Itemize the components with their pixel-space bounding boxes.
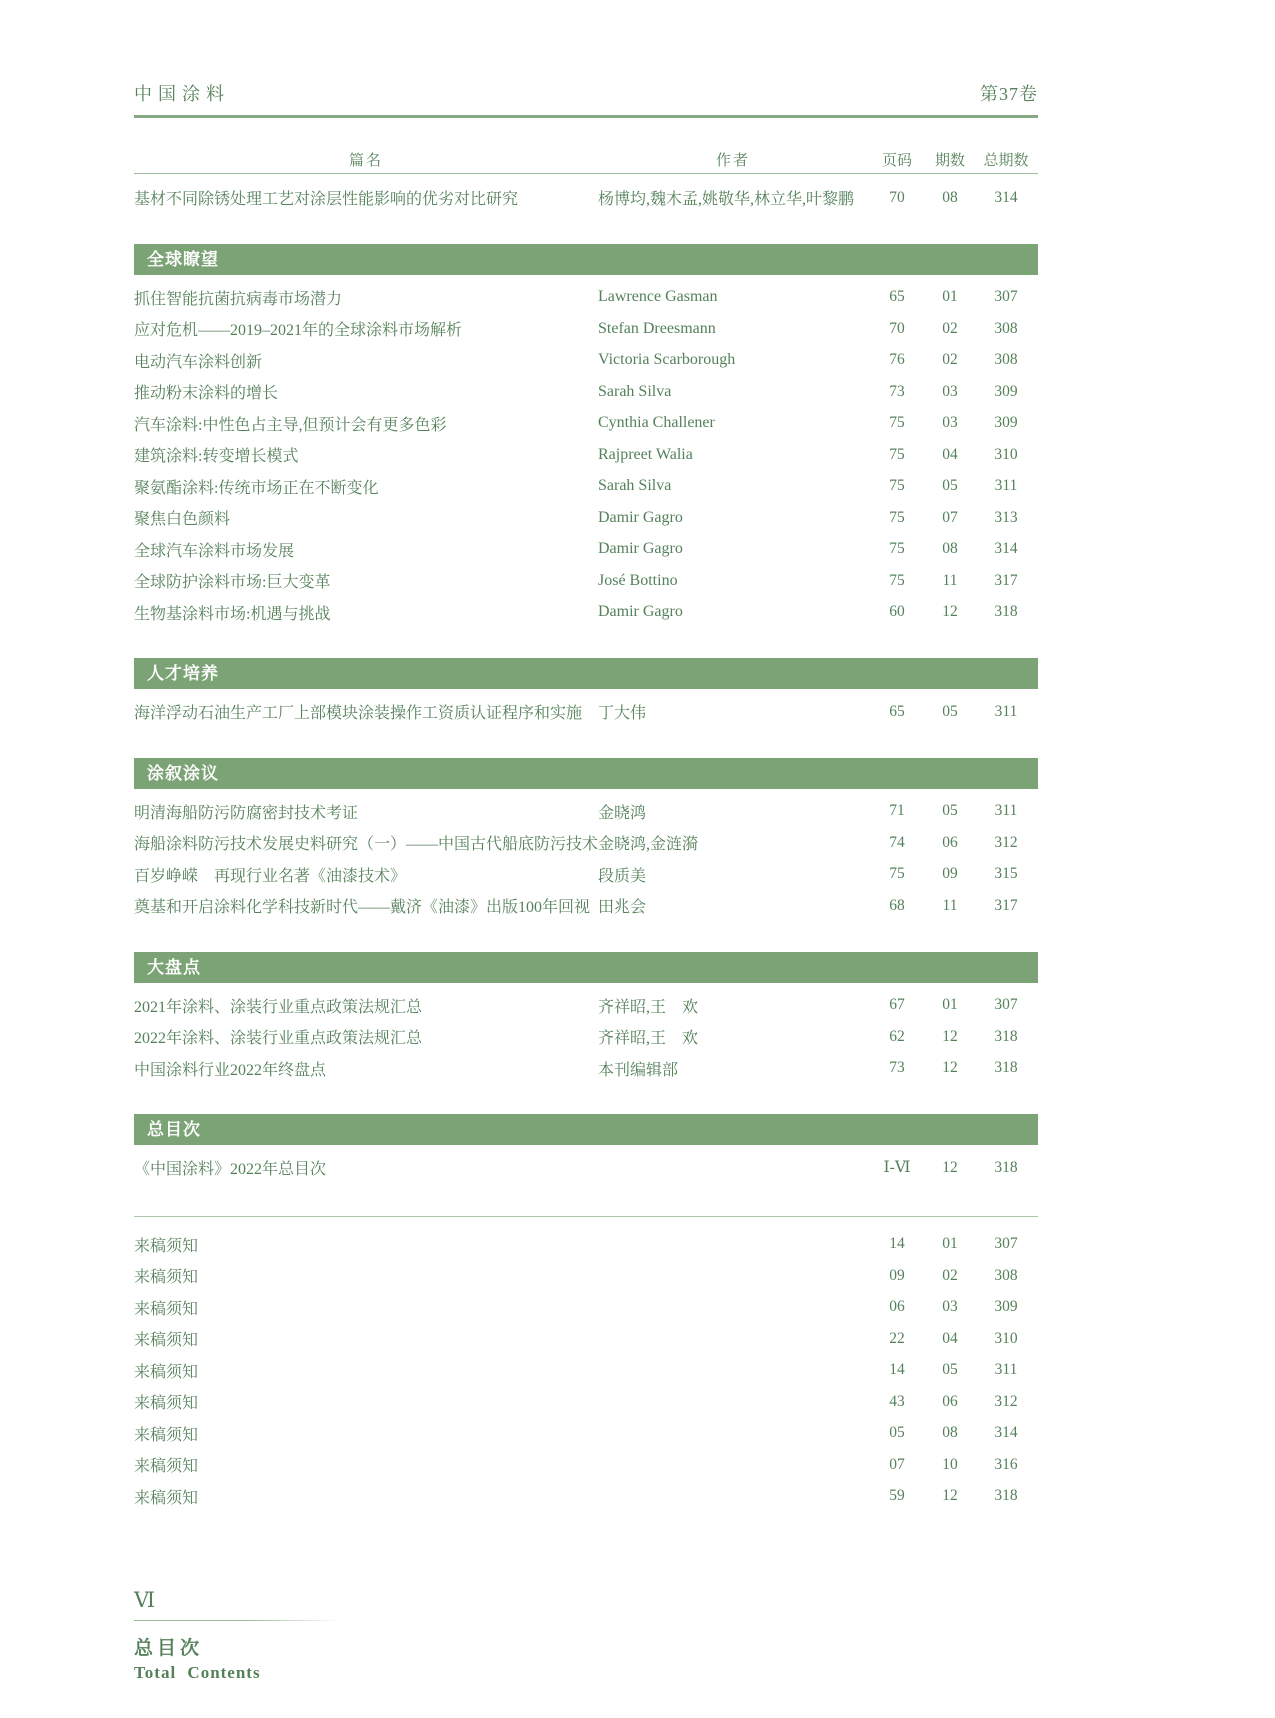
entry-author: Sarah Silva xyxy=(598,382,672,400)
toc-section-global-outlook xyxy=(134,244,1038,629)
column-header-total: 总期数 xyxy=(983,152,1029,169)
table-row xyxy=(134,282,1038,314)
table-row xyxy=(134,376,1038,408)
entry-total: 307 xyxy=(994,996,1018,1014)
entry-issue: 04 xyxy=(942,1329,958,1347)
table-row xyxy=(134,565,1038,597)
toc-content xyxy=(134,145,1038,1512)
journal-name: 中国涂料 xyxy=(134,84,230,104)
table-row xyxy=(134,859,1038,891)
entry-title: 来稿须知 xyxy=(134,1300,199,1318)
entry-title: 基材不同除锈处理工艺对涂层性能影响的优劣对比研究 xyxy=(134,191,519,209)
entry-title: 电动汽车涂料创新 xyxy=(134,353,263,371)
entry-page: 05 xyxy=(889,1424,905,1442)
entry-title: 来稿须知 xyxy=(134,1363,199,1381)
entry-title: 全球防护涂料市场:巨大变革 xyxy=(134,574,331,592)
entry-total: 311 xyxy=(994,702,1018,720)
entry-title: 来稿须知 xyxy=(134,1237,199,1255)
entry-total: 311 xyxy=(994,477,1018,495)
table-row xyxy=(134,1292,1038,1324)
entry-page: 75 xyxy=(889,571,905,589)
entry-issue: 04 xyxy=(942,445,958,463)
entry-total: 314 xyxy=(994,540,1018,558)
entry-title: 汽车涂料:中性色占主导,但预计会有更多色彩 xyxy=(134,416,447,434)
entry-issue: 03 xyxy=(942,414,958,432)
toc-section-front-item xyxy=(134,182,1038,214)
entry-total: 309 xyxy=(994,414,1018,432)
entry-title: 来稿须知 xyxy=(134,1458,199,1476)
entry-title: 奠基和开启涂料化学科技新时代——戴济《油漆》出版100年回视 xyxy=(134,899,591,917)
entry-issue: 08 xyxy=(942,1424,958,1442)
entry-page: 07 xyxy=(889,1455,905,1473)
entry-total: 308 xyxy=(994,1266,1018,1284)
entry-total: 308 xyxy=(994,351,1018,369)
toc-section-coating-talks xyxy=(134,758,1038,922)
entry-title: 聚焦白色颜料 xyxy=(134,511,231,529)
column-header-author: 作者 xyxy=(715,152,750,169)
entry-total: 309 xyxy=(994,1298,1018,1316)
table-row xyxy=(134,1481,1038,1513)
entry-total: 312 xyxy=(994,1392,1018,1410)
entry-title: 来稿须知 xyxy=(134,1395,199,1413)
table-row xyxy=(134,471,1038,503)
table-row xyxy=(134,408,1038,440)
entry-total: 307 xyxy=(994,288,1018,306)
entry-title: 海船涂料防污技术发展史料研究（一）——中国古代船底防污技术 xyxy=(134,836,599,854)
section-header-coating-talks: 涂叙涂议 xyxy=(134,758,1038,789)
entry-issue: 12 xyxy=(942,1059,958,1077)
toc-section-submission-notes xyxy=(134,1216,1038,1513)
page-number-roman: Ⅵ xyxy=(134,1588,157,1612)
table-row xyxy=(134,1260,1038,1292)
entry-author: 金晓鸿 xyxy=(598,804,647,822)
entry-total: 316 xyxy=(994,1455,1018,1473)
entry-page: 70 xyxy=(889,188,905,206)
column-header-row xyxy=(134,145,1038,174)
section-header-talent-training: 人才培养 xyxy=(134,658,1038,689)
entry-issue: 08 xyxy=(942,188,958,206)
entry-author: 段质美 xyxy=(598,867,647,885)
entry-page: 75 xyxy=(889,865,905,883)
entry-page: 71 xyxy=(889,802,905,820)
entry-issue: 11 xyxy=(942,896,958,914)
entry-author: 田兆会 xyxy=(598,899,647,917)
table-row xyxy=(134,1021,1038,1053)
entry-total: 318 xyxy=(994,1027,1018,1045)
entry-page: 74 xyxy=(889,833,905,851)
table-row xyxy=(134,597,1038,629)
entry-total: 311 xyxy=(994,1361,1018,1379)
entry-author: 杨博均,魏木孟,姚敬华,林立华,叶黎鹏 xyxy=(598,191,855,209)
entry-issue: 05 xyxy=(942,802,958,820)
entry-total: 315 xyxy=(994,865,1018,883)
entry-title: 2021年涂料、涂装行业重点政策法规汇总 xyxy=(134,998,423,1016)
entry-author: Lawrence Gasman xyxy=(598,288,718,306)
entry-total: 308 xyxy=(994,319,1018,337)
entry-issue: 02 xyxy=(942,351,958,369)
entry-issue: 12 xyxy=(942,1158,958,1176)
entry-author: Damir Gagro xyxy=(598,508,683,526)
entry-author: 丁大伟 xyxy=(598,705,647,723)
table-row xyxy=(134,1053,1038,1085)
entry-title: 聚氨酯涂料:传统市场正在不断变化 xyxy=(134,479,379,497)
entry-issue: 05 xyxy=(942,477,958,495)
entry-page: 62 xyxy=(889,1027,905,1045)
entry-total: 318 xyxy=(994,1158,1018,1176)
entry-page: 75 xyxy=(889,477,905,495)
entry-title: 来稿须知 xyxy=(134,1332,199,1350)
entry-author: Damir Gagro xyxy=(598,540,683,558)
entry-page: 06 xyxy=(889,1298,905,1316)
entry-issue: 12 xyxy=(942,1027,958,1045)
entry-author: Victoria Scarborough xyxy=(598,351,736,369)
section-header-global-outlook: 全球瞭望 xyxy=(134,244,1038,275)
entry-title: 来稿须知 xyxy=(134,1489,199,1507)
entry-author: Damir Gagro xyxy=(598,603,683,621)
footer-section-title-cn: 总目次 xyxy=(134,1638,204,1659)
entry-page: 75 xyxy=(889,445,905,463)
table-row xyxy=(134,827,1038,859)
entry-total: 318 xyxy=(994,603,1018,621)
toc-section-talent-training xyxy=(134,658,1038,728)
entry-author: Stefan Dreesmann xyxy=(598,319,716,337)
entry-total: 307 xyxy=(994,1235,1018,1253)
entry-total: 310 xyxy=(994,445,1018,463)
entry-title: 《中国涂料》2022年总目次 xyxy=(134,1161,327,1179)
entry-issue: 06 xyxy=(942,833,958,851)
entry-page: 70 xyxy=(889,319,905,337)
entry-total: 313 xyxy=(994,508,1018,526)
entry-title: 百岁峥嵘 再现行业名著《油漆技术》 xyxy=(134,867,407,885)
entry-page: 73 xyxy=(889,382,905,400)
column-header-page: 页码 xyxy=(881,152,912,169)
entry-total: 318 xyxy=(994,1487,1018,1505)
entry-total: 317 xyxy=(994,571,1018,589)
entry-total: 314 xyxy=(994,1424,1018,1442)
entry-page: 68 xyxy=(889,896,905,914)
section-header-annual-review: 大盘点 xyxy=(134,952,1038,983)
entry-issue: 11 xyxy=(942,571,958,589)
entry-title: 来稿须知 xyxy=(134,1426,199,1444)
entry-issue: 10 xyxy=(942,1455,958,1473)
entry-issue: 12 xyxy=(942,1487,958,1505)
entry-issue: 07 xyxy=(942,508,958,526)
entry-page: 14 xyxy=(889,1235,905,1253)
entry-issue: 03 xyxy=(942,1298,958,1316)
entry-page: 65 xyxy=(889,288,905,306)
entry-page: 73 xyxy=(889,1059,905,1077)
entry-issue: 03 xyxy=(942,382,958,400)
table-row xyxy=(134,696,1038,728)
table-row xyxy=(134,1152,1038,1184)
table-row xyxy=(134,1229,1038,1261)
page-footer xyxy=(134,1588,534,1683)
entry-author: Sarah Silva xyxy=(598,477,672,495)
table-row xyxy=(134,1418,1038,1450)
entry-title: 海洋浮动石油生产工厂上部模块涂装操作工资质认证程序和实施 xyxy=(134,705,583,723)
toc-sections xyxy=(134,182,1038,1512)
table-row xyxy=(134,990,1038,1022)
entry-total: 309 xyxy=(994,382,1018,400)
column-header-title: 篇名 xyxy=(348,152,383,169)
table-row xyxy=(134,890,1038,922)
column-header-issue: 期数 xyxy=(934,152,965,169)
entry-author: Rajpreet Walia xyxy=(598,445,693,463)
entry-issue: 01 xyxy=(942,288,958,306)
entry-page: 14 xyxy=(889,1361,905,1379)
entry-issue: 12 xyxy=(942,603,958,621)
entry-title: 来稿须知 xyxy=(134,1269,199,1287)
section-divider xyxy=(134,1216,1038,1217)
table-row xyxy=(134,313,1038,345)
entry-page: 43 xyxy=(889,1392,905,1410)
entry-total: 310 xyxy=(994,1329,1018,1347)
entry-author: José Bottino xyxy=(598,571,678,589)
entry-title: 抓住智能抗菌抗病毒市场潜力 xyxy=(134,290,343,308)
entry-issue: 01 xyxy=(942,996,958,1014)
table-row xyxy=(134,534,1038,566)
entry-author: Cynthia Challener xyxy=(598,414,715,432)
footer-section-title-en: Total Contents xyxy=(134,1663,261,1682)
entry-author: 本刊编辑部 xyxy=(598,1061,679,1079)
table-row xyxy=(134,502,1038,534)
entry-issue: 05 xyxy=(942,702,958,720)
entry-total: 311 xyxy=(994,802,1018,820)
entry-title: 中国涂料行业2022年终盘点 xyxy=(134,1061,327,1079)
table-row xyxy=(134,182,1038,214)
section-header-total-contents: 总目次 xyxy=(134,1114,1038,1145)
table-row xyxy=(134,439,1038,471)
entry-page: Ⅰ-Ⅵ xyxy=(883,1159,911,1177)
entry-issue: 02 xyxy=(942,319,958,337)
entry-page: 75 xyxy=(889,540,905,558)
entry-title: 明清海船防污防腐密封技术考证 xyxy=(134,804,359,822)
entry-page: 75 xyxy=(889,508,905,526)
entry-issue: 08 xyxy=(942,540,958,558)
toc-section-total-contents xyxy=(134,1114,1038,1184)
entry-page: 09 xyxy=(889,1266,905,1284)
entry-total: 317 xyxy=(994,896,1018,914)
page-header xyxy=(134,80,1038,118)
footer-rule xyxy=(134,1620,340,1621)
table-row xyxy=(134,1386,1038,1418)
entry-page: 75 xyxy=(889,414,905,432)
entry-title: 应对危机——2019–2021年的全球涂料市场解析 xyxy=(134,322,463,340)
entry-title: 2022年涂料、涂装行业重点政策法规汇总 xyxy=(134,1030,423,1048)
entry-title: 生物基涂料市场:机遇与挑战 xyxy=(134,605,331,623)
entry-issue: 01 xyxy=(942,1235,958,1253)
table-row xyxy=(134,345,1038,377)
entry-title: 建筑涂料:转变增长模式 xyxy=(134,448,299,466)
entry-issue: 06 xyxy=(942,1392,958,1410)
table-row xyxy=(134,1355,1038,1387)
table-row xyxy=(134,1449,1038,1481)
entry-page: 59 xyxy=(889,1487,905,1505)
entry-page: 60 xyxy=(889,603,905,621)
entry-issue: 05 xyxy=(942,1361,958,1379)
entry-page: 76 xyxy=(889,351,905,369)
entry-author: 金晓鸿,金涟漪 xyxy=(598,836,699,854)
entry-author: 齐祥昭,王 欢 xyxy=(598,998,699,1016)
entry-page: 22 xyxy=(889,1329,905,1347)
volume-label: 第37卷 xyxy=(980,84,1038,104)
entry-issue: 09 xyxy=(942,865,958,883)
entry-author: 齐祥昭,王 欢 xyxy=(598,1030,699,1048)
toc-section-annual-review xyxy=(134,952,1038,1085)
entry-page: 67 xyxy=(889,996,905,1014)
entry-issue: 02 xyxy=(942,1266,958,1284)
entry-total: 318 xyxy=(994,1059,1018,1077)
table-row xyxy=(134,1323,1038,1355)
entry-total: 314 xyxy=(994,188,1018,206)
entry-total: 312 xyxy=(994,833,1018,851)
entry-page: 65 xyxy=(889,702,905,720)
entry-title: 推动粉末涂料的增长 xyxy=(134,385,279,403)
entry-title: 全球汽车涂料市场发展 xyxy=(134,542,295,560)
table-row xyxy=(134,796,1038,828)
